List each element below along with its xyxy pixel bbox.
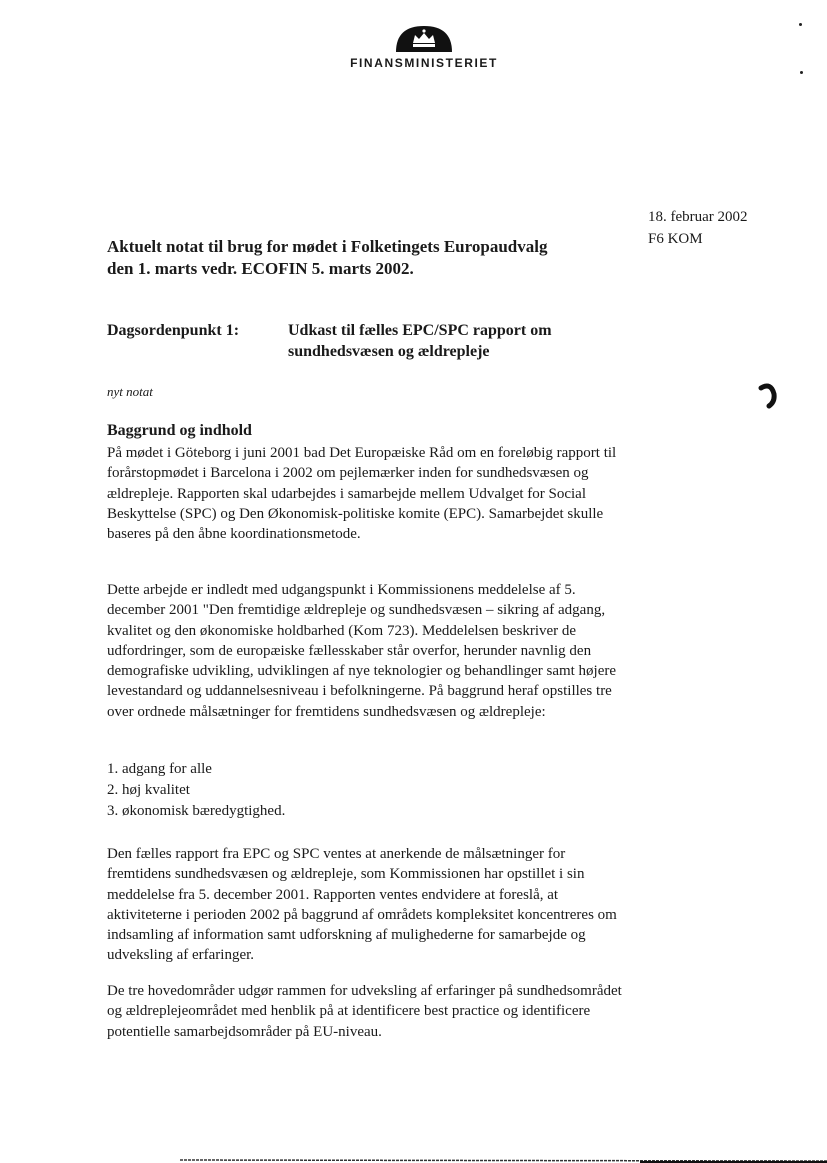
- agenda-label: Dagsordenpunkt 1:: [107, 322, 240, 339]
- document-title-line1: Aktuelt notat til brug for mødet i Folketingets Europaudvalg: [107, 237, 548, 256]
- scan-speck: [799, 23, 802, 26]
- document-date: 18. februar 2002: [648, 209, 748, 225]
- list-item: 2. høj kvalitet: [107, 782, 190, 798]
- document-title-line2: den 1. marts vedr. ECOFIN 5. marts 2002.: [107, 259, 414, 278]
- paragraph: På mødet i Göteborg i juni 2001 bad Det Europæiske Råd om en foreløbig rapport til forårstopmødet i Barcelona i 2002 om pejlemærker inden for sundhedsvæsen og ældrepleje. Rapporten skal udarbejdes i samarbejde mellem Udvalget for Social Beskyttelse (SPC) og Den Økonomisk-politiske komite (EPC). Samarbejdet skulle baseres på den åbne koordinationsmetode.: [107, 445, 617, 543]
- paragraph: De tre hovedområder udgør rammen for udveksling af erfaringer på sundhedsområdet og ældreplejeområdet med henblik på at identificere best practice og identificere potentielle samarbejdsområder på EU-niveau.: [107, 983, 622, 1040]
- goals-list: [107, 759, 285, 822]
- crown-logo: [394, 24, 454, 52]
- agenda-title-line1: Udkast til fælles EPC/SPC rapport om: [288, 322, 552, 339]
- scan-bottom-edge: [0, 1158, 827, 1163]
- date-block: [648, 206, 748, 250]
- office-code: F6 KOM: [648, 231, 703, 247]
- list-item: 3. økonomisk bæredygtighed.: [107, 803, 286, 819]
- document-title: [107, 236, 627, 280]
- ministry-name: FINANSMINISTERIET: [350, 56, 498, 70]
- paragraph: Dette arbejde er indledt med udgangspunkt i Kommissionens meddelelse af 5. december 2001 "Den fremtidige ældrepleje og sundhedsvæsen – sikring af adgang, kvalitet og den økonomiske holdbarhed (Kom 723). Meddelelsen beskriver de udfordringer, som de europæiske fællesskaber står overfor, herunder navnlig den demografiske udvikling, udviklingen af nye teknologier og behandlinger samt højere levestandard og uddannelsesniveau i befolkningerne. På baggrund heraf opstilles tre over ordnede målsætninger for fremtidens sundhedsvæsen og ældrepleje:: [107, 582, 617, 720]
- note-type: nyt notat: [107, 384, 153, 399]
- section-heading: Baggrund og indhold: [107, 422, 252, 439]
- paragraph: Den fælles rapport fra EPC og SPC ventes at anerkende de målsætninger for fremtidens sundhedsvæsen og ældrepleje, som Kommissionen har opstillet i sin meddelelse fra 5. december 2001. Rapporten ventes endvidere at foreslå, at aktiviteterne i perioden 2002 på baggrund af områdets kompleksitet koncentreres om indsamling af information samt udforskning af mulighederne for samarbejde og udveksling af erfaringer.: [107, 846, 617, 964]
- scan-speck: [800, 71, 803, 74]
- agenda-title: [288, 320, 618, 362]
- agenda-title-line2: sundhedsvæsen og ældrepleje: [288, 343, 490, 360]
- scan-mark-icon: [757, 380, 779, 410]
- list-item: 1. adgang for alle: [107, 761, 212, 777]
